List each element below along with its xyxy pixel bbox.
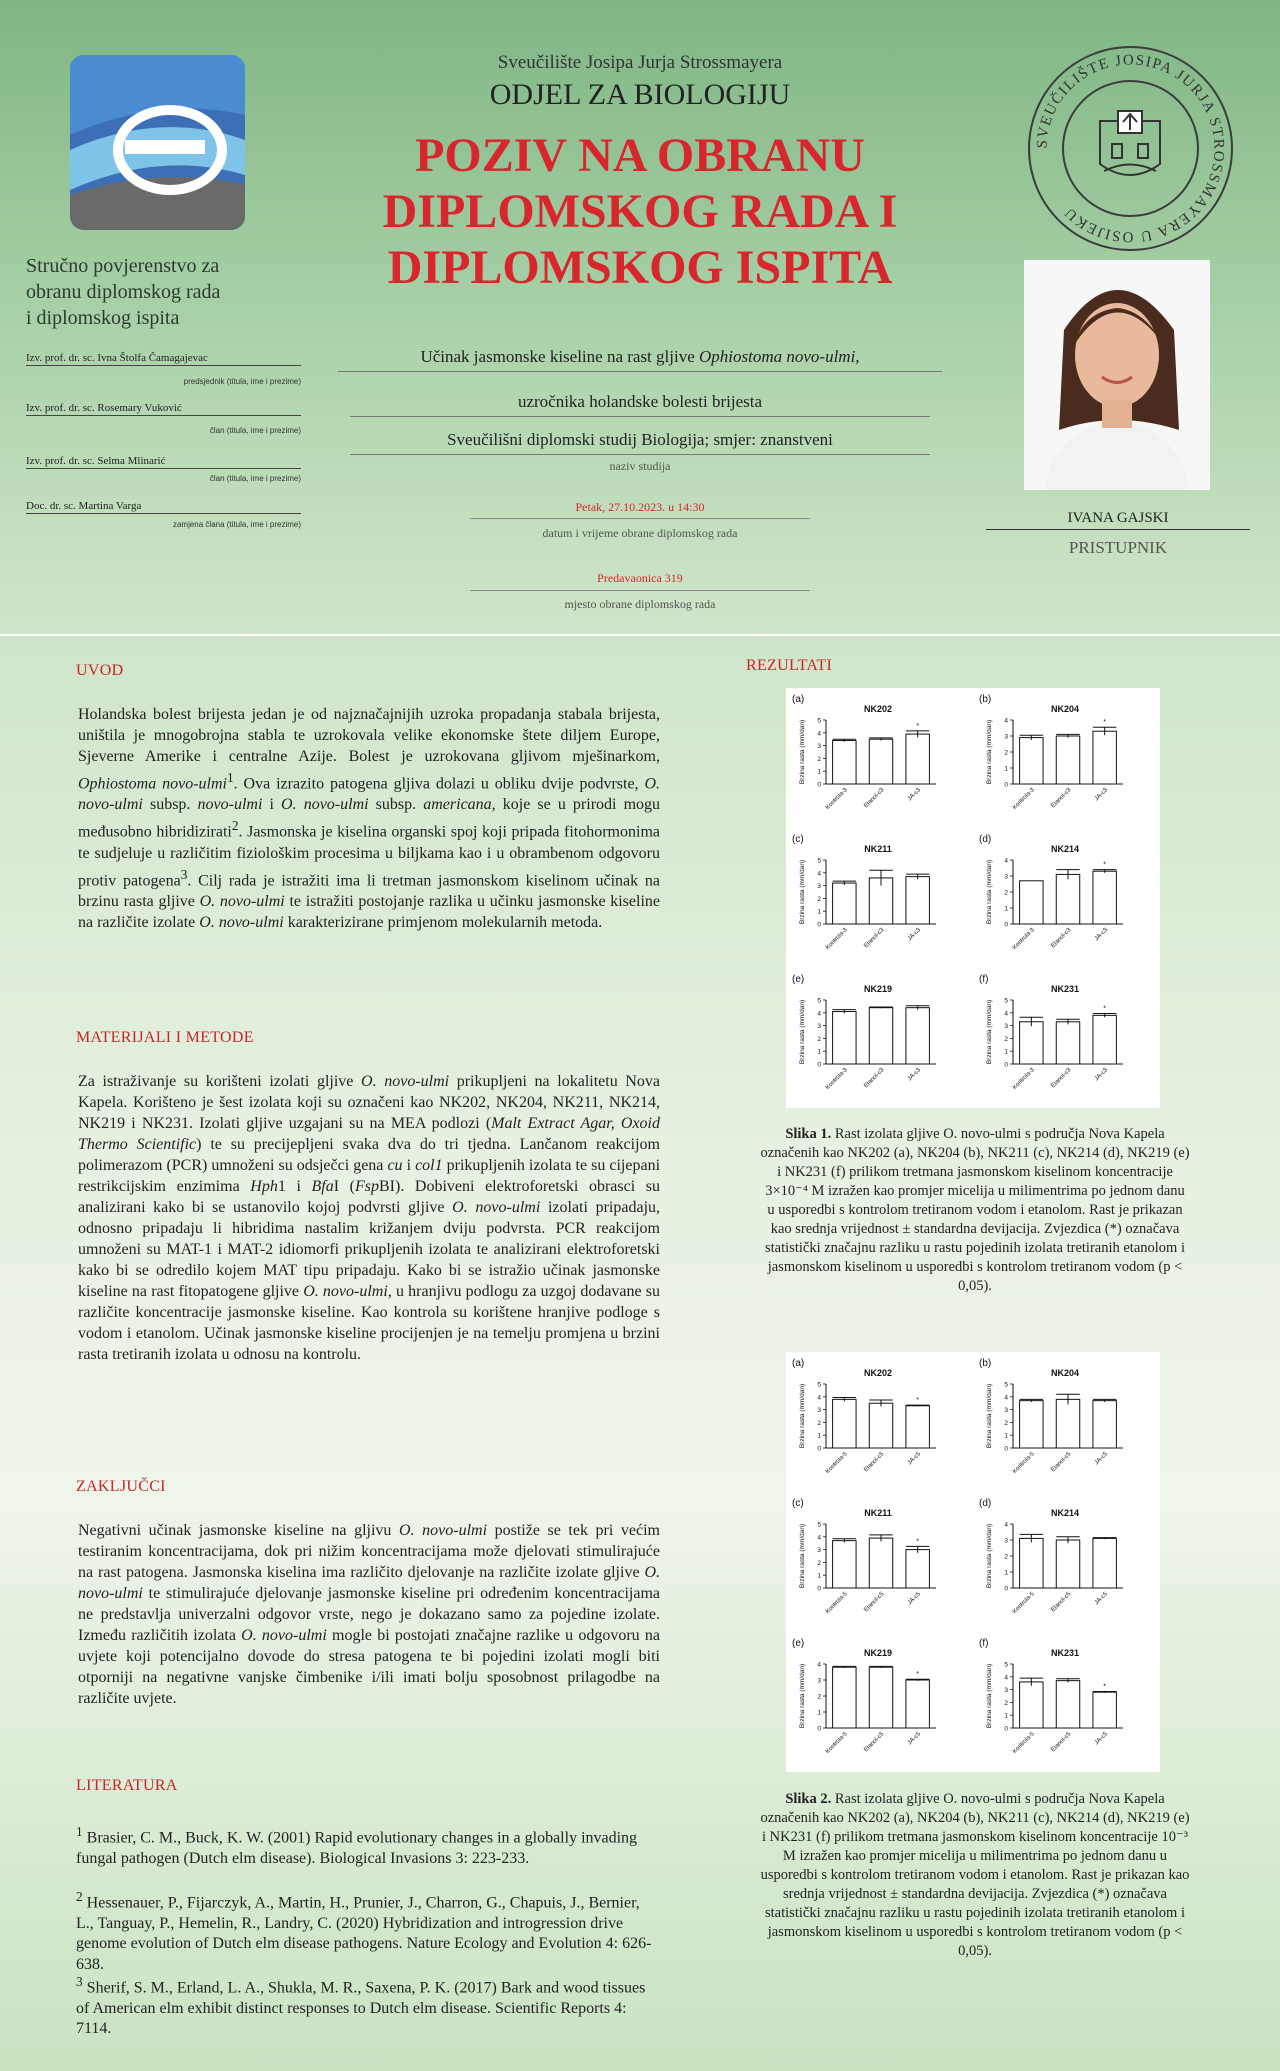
defense-place: Predavaonica 319 [597,571,683,585]
committee-member-role: zamjena člana (titula, ime i prezime) [172,520,301,529]
defense-datetime-label: datum i vrijeme obrane diplomskog rada [542,526,738,540]
y-tick-label: 2 [1004,889,1008,897]
caption-text: Rast izolata gljive O. novo-ulmi s područja Nova Kapela označenih kao NK202 (a), NK204 (b), NK211 (c), NK214 (d), NK219 (e) i NK231 (f) prilikom tretmana jasmonskom kiselinom koncentracije 10⁻³ M izražen kao promjer micelija u milimentrima po jednom danu u usporedbi s kontrolom tretiranom vodom i etanolom. Rast je prikazan kao srednja vrijednost ± standardna devijacija. Zvjezdica (*) označava statistički značajnu razliku u rastu pojedinih izolata tretiranih etanolom i jasmonskom kiselinom u usporedbi s kontrolom tretiranom vodom (p < 0,05). [760,1791,1190,1959]
panel-label: (e) [792,974,805,985]
y-tick-label: 0 [1004,1445,1008,1453]
reference-item [76,1887,656,1975]
seal-text: SVEUČILIŠTE JOSIPA JURJA STROSSMAYERA U OSIJEKU [1034,52,1227,245]
chart-panel-NK219 [792,1638,936,1755]
x-tick-label: JA-c3 [1093,787,1110,803]
y-tick-label: 0 [1004,921,1008,929]
y-tick-label: 2 [817,1559,821,1567]
y-tick-label: 2 [1004,1419,1008,1427]
panel-title: NK231 [1050,984,1080,994]
panel-title: NK214 [1050,844,1080,854]
y-axis-label: Brzina rasta (mm/dan) [986,1663,993,1729]
zakljucci-text: Negativni učinak jasmonske kiseline na gljivu O. novo-ulmi postiže se tek pri većim testiranim koncentracijama, dok pri nižim koncentracijama može djelovati stimulirajuće na rast patogena. Jasmonska kiselina ima različito djelovanje na različite izolate gljive O. novo-ulmi te stimulirajuće djelovanje jasmonske kiseline pri određenim koncentracijama ne predstavlja univerzalni odgovor vrste, nego je dokazano samo za pojedine izolate. Između različitih izolata O. novo-ulmi mogle bi postojati značajne razlike u odgovoru na uvjete koji potencijalno dovode do stresa patogena te bi pojedini izolati mogli biti otporniji na negativne vanjske čimbenike i/ili imati bolju sposobnost prilagodbe na različite uvjete. [78,1522,660,1707]
y-axis-label: Brzina rasta (mm/dan) [799,1523,806,1589]
figure-1-svg [786,688,1160,1108]
committee-member-role: predsjednik (titula, ime i prezime) [183,377,301,386]
section-heading-zakljucci: ZAKLJUČCI [76,1478,166,1495]
y-tick-label: 5 [817,1381,821,1389]
x-tick-label: Etanol-c5 [1050,1731,1073,1754]
chart-panel-NK204 [979,1358,1123,1475]
page-title-line: DIPLOMSKOG ISPITA [387,241,893,294]
x-tick-label: Etanol-c3 [863,787,886,810]
y-tick-label: 0 [817,1445,821,1453]
x-tick-label: Kontrola-3 [1011,1067,1036,1091]
divider [470,518,810,519]
x-tick-label: Kontrola-3 [1011,927,1036,951]
figure-2-chart [786,1352,1160,1772]
bar [1093,1538,1116,1588]
y-tick-label: 0 [817,921,821,929]
thesis-title-line1 [350,347,930,372]
x-tick-label: JA-c3 [906,1067,923,1083]
x-tick-label: JA-c3 [1093,1067,1110,1083]
bar [906,1406,929,1448]
panel-label: (c) [792,1498,804,1509]
y-tick-label: 3 [817,1023,821,1031]
department-logo-icon [70,55,245,230]
y-tick-label: 5 [817,857,821,865]
chart-panel-NK214 [979,834,1123,951]
x-tick-label: Kontrola-3 [824,1067,849,1091]
study-program [350,430,930,455]
candidate-photo [1024,260,1210,490]
bar [869,739,892,784]
section-heading-metode: MATERIJALI I METODE [76,1029,254,1046]
divider [470,590,810,591]
y-tick-label: 0 [1004,781,1008,789]
y-tick-label: 4 [817,1394,821,1402]
y-tick-label: 4 [817,870,821,878]
significance-star: * [1103,1683,1107,1691]
chart-panel-NK211 [792,834,936,951]
y-tick-label: 5 [817,1521,821,1529]
metode-text: Za istraživanje su korišteni izolati gljive O. novo-ulmi prikupljeni na lokalitetu Nova Kapela. Korišteno je šest izolata koji su označeni kao NK202, NK204, NK211, NK214, NK219 i NK231. Izolati gljive uzgajani su na MEA podlozi (Malt Extract Agar, Oxoid Thermo Scientific) te su precijepljeni svaka dva do tri tjedna. Lančanom reakcijom polimerazom (PCR) umnoženi su odsječci gena cu i col1 prikupljenih izolata te su cijepani restrikcijskim enzimima Hph1 i BfaI (FspBI). Dobiveni elektroforetski obrasci su analizirani kako bi se ustanovilo kojoj podvrsti gljive O. novo-ulmi izolati pripadaju, odnosno pripadaju li hibridima nastalim križanjem dviju podvrsta. PCR reakcijom umnoženi su MAT-1 i MAT-2 idiomorfi prikupljenih izolata te analizirani elektroforetski kako bi se odredilo kojem MAT tipu pripadaju. Kako bi se istražio učinak jasmonske kiseline na rast fitopatogene gljive O. novo-ulmi, u hranjivu podlogu za uzgoj dodavane su različite koncentracije jasmonske kiseline. Kao kontrola su korištene hranjive podloge s vodom i etanolom. Učinak jasmonske kiseline procijenjen je na temelju promjena u brzini rasta tretiranih izolata u odnosu na kontrolu. [78,1073,661,1363]
defense-datetime: Petak, 27.10.2023. u 14:30 [575,500,705,514]
panel-title: NK211 [864,1508,892,1518]
y-tick-label: 0 [817,781,821,789]
committee-title-line: i diplomskog ispita [26,307,180,329]
x-tick-label: JA-c5 [906,1731,923,1747]
y-tick-label: 3 [817,1547,821,1555]
y-axis-label: Brzina rasta (mm/dan) [799,1383,806,1449]
y-tick-label: 2 [1004,1699,1008,1707]
department-logo [70,55,245,230]
significance-star: * [916,1397,920,1405]
y-tick-label: 0 [817,1725,821,1733]
significance-star: * [1103,861,1107,869]
x-tick-label: JA-c5 [1093,1731,1110,1747]
committee-title [26,253,326,331]
page-title [330,128,950,296]
reference-text: Sherif, S. M., Erland, L. A., Shukla, M. R., Saxena, P. K. (2017) Bark and wood tissues of American elm exhibit distinct responses to Dutch elm disease. Scientific Reports 4: 7114. [76,1979,646,2038]
caption-label: Slika 2 [785,1791,828,1807]
bar [869,1403,892,1448]
bar [1093,871,1116,924]
panel-title: NK202 [863,1368,893,1378]
y-tick-label: 3 [817,743,821,751]
bar [1093,1401,1116,1448]
reference-number: 3 [76,1974,83,1989]
x-tick-label: JA-c5 [906,1451,923,1467]
thesis-title-line2 [350,392,930,417]
y-tick-label: 2 [817,1035,821,1043]
y-axis-label: Brzina rasta (mm/dan) [799,999,806,1065]
bar [1093,1692,1116,1728]
caption-text: Rast izolata gljive O. novo-ulmi s područja Nova Kapela označenih kao NK202 (a), NK204 (b), NK211 (c), NK214 (d), NK219 (e) i NK231 (f) prilikom tretmana jasmonskom kiselinom koncentracije 3×10⁻⁴ M izražen kao promjer micelija u milimentrima po jednom danu u usporedbi s kontrolom tretiranom vodom i etanolom. Rast je prikazan kao srednja vrijednost ± standardna devijacija. Zvjezdica (*) označava statistički značajnu razliku u rastu pojedinih izolata tretiranih etanolom i jasmonskom kiselinom u usporedbi s kontrolom tretiranom vodom (p < 0,05). [760,1126,1190,1294]
page-title-line: POZIV NA OBRANU [415,129,865,182]
significance-star: * [916,1671,920,1679]
panel-title: NK219 [863,1648,893,1658]
y-tick-label: 3 [817,1407,821,1415]
y-tick-label: 2 [817,755,821,763]
y-tick-label: 3 [1004,1023,1008,1031]
committee-member-name: Izv. prof. dr. sc. Selma Mlinarić [26,455,301,469]
bar [833,1012,856,1064]
y-tick-label: 4 [817,730,821,738]
x-tick-label: Etanol-c3 [863,1067,886,1090]
x-tick-label: Kontrola-3 [824,927,849,951]
y-axis-label: Brzina rasta (mm/dan) [799,719,806,785]
y-tick-label: 3 [1004,1407,1008,1415]
x-tick-label: Etanol-c5 [863,1731,886,1754]
panel-label: (d) [979,834,992,845]
bar [1020,881,1043,924]
y-tick-label: 3 [817,1677,821,1685]
panel-title: NK204 [1050,1368,1080,1378]
panel-title: NK231 [1050,1648,1080,1658]
bar [833,740,856,784]
candidate-portrait-icon [1024,260,1210,490]
bar [1056,1022,1079,1064]
header-divider [0,634,1280,636]
x-tick-label: Kontrola-3 [1011,787,1036,811]
y-tick-label: 5 [1004,1381,1008,1389]
figure-1-chart [786,688,1160,1108]
candidate-name: IVANA GAJSKI [986,510,1250,530]
university-name: Sveučilište Josipa Jurja Strossmayera [497,52,783,73]
panel-label: (a) [792,1358,805,1369]
panel-label: (f) [979,974,989,985]
y-axis-label: Brzina rasta (mm/dan) [799,859,806,925]
y-axis-label: Brzina rasta (mm/dan) [986,999,993,1065]
chart-panel-NK202 [792,1358,936,1475]
y-tick-label: 0 [817,1061,821,1069]
caption-label: Slika 1 [785,1126,828,1142]
x-tick-label: Etanol-c3 [1050,1067,1073,1090]
reference-item [76,1822,656,1869]
thesis-title-text: uzročnika holandske bolesti brijesta [350,392,930,417]
y-tick-label: 1 [817,1709,821,1717]
bar [869,1008,892,1064]
x-tick-label: JA-c5 [906,1591,923,1607]
significance-star: * [1103,1005,1107,1013]
y-tick-label: 1 [817,768,821,776]
y-tick-label: 2 [817,1693,821,1701]
committee-title-line: Stručno povjerenstvo za [26,255,220,277]
committee-member-role: član (titula, ime i prezime) [209,426,301,435]
committee-title-line: obranu diplomskog rada [26,281,221,303]
x-tick-label: Etanol-c5 [1050,1591,1073,1614]
y-tick-label: 5 [817,997,821,1005]
x-tick-label: JA-c5 [1093,1451,1110,1467]
chart-panel-NK231 [979,1638,1123,1755]
y-tick-label: 2 [1004,749,1008,757]
y-tick-label: 1 [1004,1432,1008,1440]
y-tick-label: 1 [817,908,821,916]
y-axis-label: Brzina rasta (mm/dan) [799,1663,806,1729]
y-tick-label: 1 [1004,1569,1008,1577]
panel-title: NK211 [864,844,892,854]
seal-emblem-icon [1028,46,1233,251]
reference-number: 1 [76,1824,83,1839]
figure-2-caption: Slika 2. Rast izolata gljive O. novo-ulmi s područja Nova Kapela označenih kao NK202 (a), NK204 (b), NK211 (c), NK214 (d), NK219 (e) i NK231 (f) prilikom tretmana jasmonskom kiselinom koncentracije 10⁻³ M izražen kao promjer micelija u milimentrima po jednom danu u usporedbi s kontrolom tretiranom vodom i etanolom. Rast je prikazan kao srednja vrijednost ± standardna devijacija. Zvjezdica (*) označava statistički značajnu razliku u rastu pojedinih izolata tretiranih etanolom i jasmonskom kiselinom u usporedbi s kontrolom tretiranom vodom (p < 0,05). [760,1791,1190,1959]
bar [1020,1401,1043,1448]
y-tick-label: 0 [1004,1585,1008,1593]
x-tick-label: Etanol-c5 [863,1591,886,1614]
reference-item [76,1972,656,2040]
y-tick-label: 2 [817,895,821,903]
x-tick-label: Etanol-c5 [1050,1451,1073,1474]
uvod-text: Holandska bolest brijesta jedan je od najznačajnijih uzroka propadanja stabala brijesta, uništila je mnogobrojna stabla te uzrokovala velike ekonomske štete diljem Europe, Sjeverne Amerike i centralne Azije. Bolest je uzrokovana gljivom mješinarkom, Ophiostoma novo-ulmi$^1$. Ova izrazito patogena gljiva dolazi u obliku dvije podvrste, O. novo-ulmi subsp. novo-ulmi i O. novo-ulmi subsp. americana, koje se u prirodi mogu međusobno hibridizirati$^2$. Jasmonska je kiselina organski spoj koji pripada fitohormonima te sudjeluje u različitim fiziološkim procesima u biljkama kao i u obrambenom odgovoru protiv patogena$^3$. Cilj rada je istražiti ima li tretman jasmonskom kiselinom učinak na brzinu rasta gljive O. novo-ulmi te istražiti postojanje razlika u učinku jasmonske kiseline na različite izolate O. novo-ulmi karakterizirane primjenom molekularnih metoda. [78,706,661,931]
panel-label: (a) [792,694,805,705]
bar [1020,738,1043,784]
figure-1-caption: Slika 1. Rast izolata gljive O. novo-ulmi s područja Nova Kapela označenih kao NK202 (a), NK204 (b), NK211 (c), NK214 (d), NK219 (e) i NK231 (f) prilikom tretmana jasmonskom kiselinom koncentracije 3×10⁻⁴ M izražen kao promjer micelija u milimentrima po jednom danu u usporedbi s kontrolom tretiranom vodom i etanolom. Rast je prikazan kao srednja vrijednost ± standardna devijacija. Zvjezdica (*) označava statistički značajnu razliku u rastu pojedinih izolata tretiranih etanolom i jasmonskom kiselinom u usporedbi s kontrolom tretiranom vodom (p < 0,05). [760,1126,1190,1294]
panel-title: NK204 [1050,704,1080,714]
y-tick-label: 2 [817,1419,821,1427]
chart-panel-NK204 [979,694,1123,811]
y-tick-label: 5 [1004,997,1008,1005]
bar [1056,1399,1079,1448]
y-tick-label: 1 [1004,1712,1008,1720]
y-tick-label: 1 [817,1048,821,1056]
section-heading-literatura: LITERATURA [76,1777,178,1794]
y-tick-label: 4 [817,1534,821,1542]
defense-place-label: mjesto obrane diplomskog rada [564,597,716,611]
panel-label: (f) [979,1638,989,1649]
bar [833,883,856,924]
x-tick-label: Etanol-c3 [1050,787,1073,810]
x-tick-label: Etanol-c3 [1050,927,1073,950]
x-tick-label: Kontrola-5 [1011,1591,1036,1615]
y-tick-label: 1 [1004,905,1008,913]
bar [833,1541,856,1588]
y-tick-label: 0 [1004,1725,1008,1733]
y-tick-label: 3 [1004,873,1008,881]
panel-title: NK202 [863,704,893,714]
bar [1020,1538,1043,1588]
x-tick-label: JA-c3 [906,927,923,943]
y-axis-label: Brzina rasta (mm/dan) [986,1383,993,1449]
y-tick-label: 2 [1004,1553,1008,1561]
bar [869,1667,892,1728]
bar [1093,1015,1116,1064]
bar [1056,874,1079,924]
section-heading-rezultati: REZULTATI [746,657,833,674]
page-title-line: DIPLOMSKOG RADA I [382,185,898,238]
x-tick-label: Kontrola-5 [1011,1451,1036,1475]
y-tick-label: 4 [817,1010,821,1018]
bar [1020,1682,1043,1728]
panel-label: (b) [979,1358,992,1369]
x-tick-label: Etanol-c5 [863,1451,886,1474]
y-tick-label: 3 [1004,1537,1008,1545]
significance-star: * [916,1538,920,1546]
y-tick-label: 5 [817,717,821,725]
committee-member-name: Izv. prof. dr. sc. Rosemary Vuković [26,402,301,416]
bar [906,877,929,924]
y-tick-label: 1 [817,1572,821,1580]
bar [1020,1022,1043,1064]
x-tick-label: Kontrola-3 [824,787,849,811]
bar [906,1008,929,1064]
y-tick-label: 3 [1004,1687,1008,1695]
department-name: ODJEL ZA BIOLOGIJU [489,78,791,111]
committee-member-role: član (titula, ime i prezime) [209,474,301,483]
x-tick-label: Kontrola-5 [824,1451,849,1475]
panel-title: NK219 [863,984,893,994]
chart-panel-NK211 [792,1498,936,1615]
panel-title: NK214 [1050,1508,1080,1518]
candidate-role: PRISTUPNIK [1068,538,1168,557]
significance-star: * [916,722,920,730]
bar [869,1538,892,1588]
reference-number: 2 [76,1889,83,1904]
bar [1056,1540,1079,1588]
y-tick-label: 1 [1004,765,1008,773]
bar [906,1680,929,1728]
thesis-title-text: Učinak jasmonske kiseline na rast gljive [420,347,699,366]
y-tick-label: 4 [1004,1010,1008,1018]
y-tick-label: 4 [1004,857,1008,865]
x-tick-label: Kontrola-5 [824,1731,849,1755]
chart-panel-NK219 [792,974,936,1091]
study-program-text: Sveučilišni diplomski studij Biologija; smjer: znanstveni [350,430,930,455]
x-tick-label: Etanol-c3 [863,927,886,950]
y-tick-label: 1 [817,1432,821,1440]
panel-label: (d) [979,1498,992,1509]
study-program-label: naziv studija [609,459,671,473]
y-axis-label: Brzina rasta (mm/dan) [986,859,993,925]
x-tick-label: JA-c3 [906,787,923,803]
y-axis-label: Brzina rasta (mm/dan) [986,719,993,785]
bar [906,1550,929,1588]
bar [1093,731,1116,784]
x-tick-label: Kontrola-5 [824,1591,849,1615]
panel-label: (c) [792,834,804,845]
bar [833,1667,856,1728]
bar [906,734,929,784]
reference-text: Hessenauer, P., Fijarczyk, A., Martin, H., Prunier, J., Charron, G., Chapuis, J., Bernier, L., Tanguay, P., Hemelin, R., Landry, C. (2020) Hybridization and introgression drive genome evolution of Dutch elm disease pathogens. Nature Ecology and Evolution 4: 626-638. [76,1894,652,1973]
significance-star: * [1103,719,1107,727]
x-tick-label: JA-c5 [1093,1591,1110,1607]
committee-member-name: Doc. dr. sc. Martina Varga [26,500,301,514]
y-tick-label: 4 [817,1661,821,1669]
chart-panel-NK214 [979,1498,1123,1615]
y-tick-label: 1 [1004,1048,1008,1056]
figure-2-svg [786,1352,1160,1772]
committee-member-name: Izv. prof. dr. sc. Ivna Štolfa Čamagajevac [26,352,301,366]
y-tick-label: 3 [1004,733,1008,741]
y-tick-label: 0 [1004,1061,1008,1069]
y-tick-label: 3 [817,883,821,891]
y-tick-label: 4 [1004,1521,1008,1529]
y-tick-label: 4 [1004,1394,1008,1402]
panel-label: (b) [979,694,992,705]
bar [1056,736,1079,784]
panel-label: (e) [792,1638,805,1649]
y-tick-label: 4 [1004,1674,1008,1682]
y-tick-label: 4 [1004,717,1008,725]
x-tick-label: Kontrola-5 [1011,1731,1036,1755]
bar [1056,1681,1079,1728]
chart-panel-NK231 [979,974,1123,1091]
thesis-species: Ophiostoma novo-ulmi, [699,347,860,366]
chart-panel-NK202 [792,694,936,811]
y-tick-label: 0 [817,1585,821,1593]
y-tick-label: 2 [1004,1035,1008,1043]
bar [833,1399,856,1448]
x-tick-label: JA-c3 [1093,927,1110,943]
section-heading-uvod: UVOD [76,662,124,679]
svg-text:SVEUČILIŠTE JOSIPA JURJA STROS [1034,52,1226,244]
y-tick-label: 5 [1004,1661,1008,1669]
reference-text: Brasier, C. M., Buck, K. W. (2001) Rapid evolutionary changes in a globally invading fungal pathogen (Dutch elm disease). Biological Invasions 3: 223-233. [76,1829,638,1867]
y-axis-label: Brzina rasta (mm/dan) [986,1523,993,1589]
